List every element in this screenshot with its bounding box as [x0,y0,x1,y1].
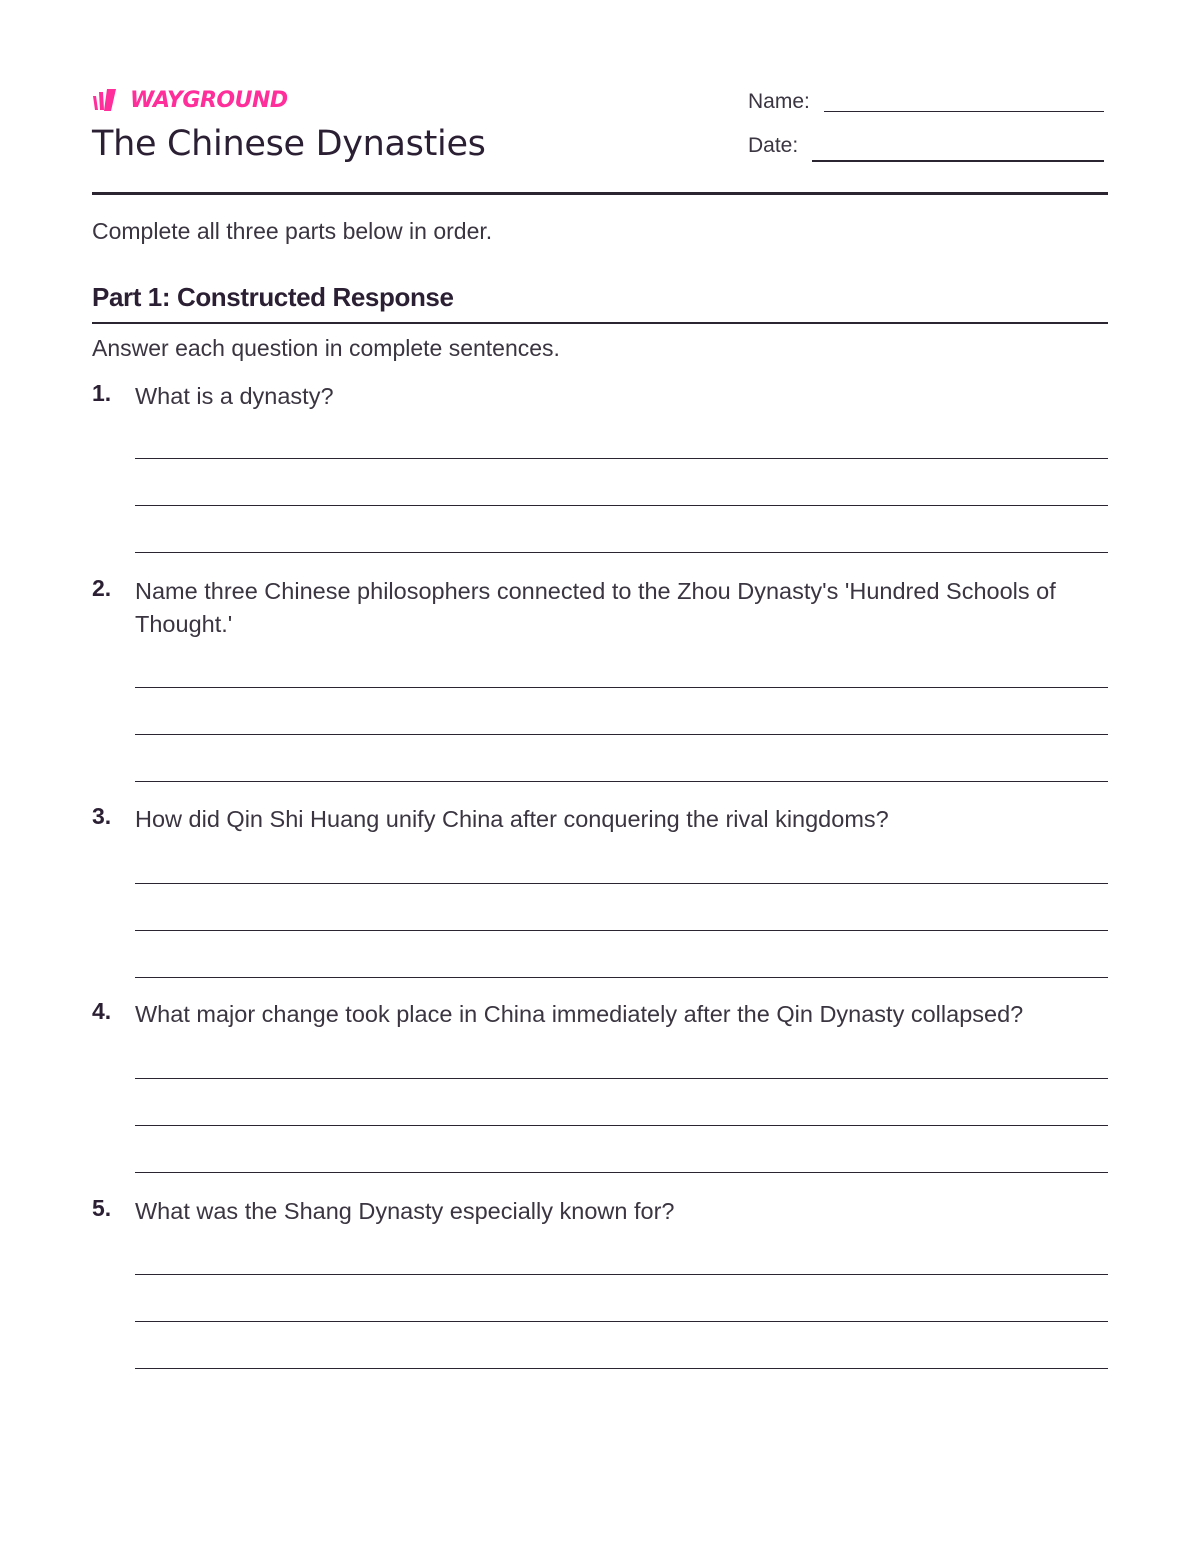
wayground-logo-icon [92,88,126,112]
question-number: 5. [92,1195,112,1221]
name-field[interactable] [748,90,1108,114]
answer-line[interactable] [135,1125,1108,1126]
answer-line[interactable] [135,687,1108,688]
brand-name: WAYGROUND [130,87,288,113]
answer-line[interactable] [135,930,1108,931]
header-divider [92,192,1108,195]
answer-line[interactable] [135,1368,1108,1369]
question-text: What major change took place in China immediately after the Qin Dynasty collapsed? [135,1001,1024,1027]
answer-line[interactable] [135,505,1108,506]
part-1-divider [92,322,1108,324]
name-input-line[interactable] [824,111,1104,112]
part-1-title: Part 1: Constructed Response [92,282,454,312]
intro-instructions: Complete all three parts below in order. [92,218,493,244]
part-1-instructions: Answer each question in complete sentences. [92,335,560,361]
answer-line[interactable] [135,1274,1108,1275]
name-label: Name: [748,90,810,113]
question-text: Name three Chinese philosophers connected to the Zhou Dynasty's 'Hundred Schools of Thought.' [135,578,1056,637]
answer-line[interactable] [135,883,1108,884]
date-label: Date: [748,134,799,157]
answer-line[interactable] [135,1172,1108,1173]
page-title: The Chinese Dynasties [92,124,486,164]
answer-line[interactable] [135,734,1108,735]
answer-line[interactable] [135,977,1108,978]
date-input-line[interactable] [812,160,1104,162]
date-field[interactable] [748,134,1108,158]
question-number: 2. [92,575,112,601]
question-number: 4. [92,998,112,1024]
answer-line[interactable] [135,1321,1108,1322]
answer-line[interactable] [135,552,1108,553]
answer-line[interactable] [135,781,1108,782]
question-number: 3. [92,803,112,829]
question-text: What was the Shang Dynasty especially known for? [135,1198,675,1224]
answer-line[interactable] [135,1078,1108,1079]
question-text: How did Qin Shi Huang unify China after conquering the rival kingdoms? [135,806,889,832]
answer-line[interactable] [135,458,1108,459]
question-number: 1. [92,380,112,406]
question-text: What is a dynasty? [135,383,334,409]
brand-logo [92,86,288,114]
